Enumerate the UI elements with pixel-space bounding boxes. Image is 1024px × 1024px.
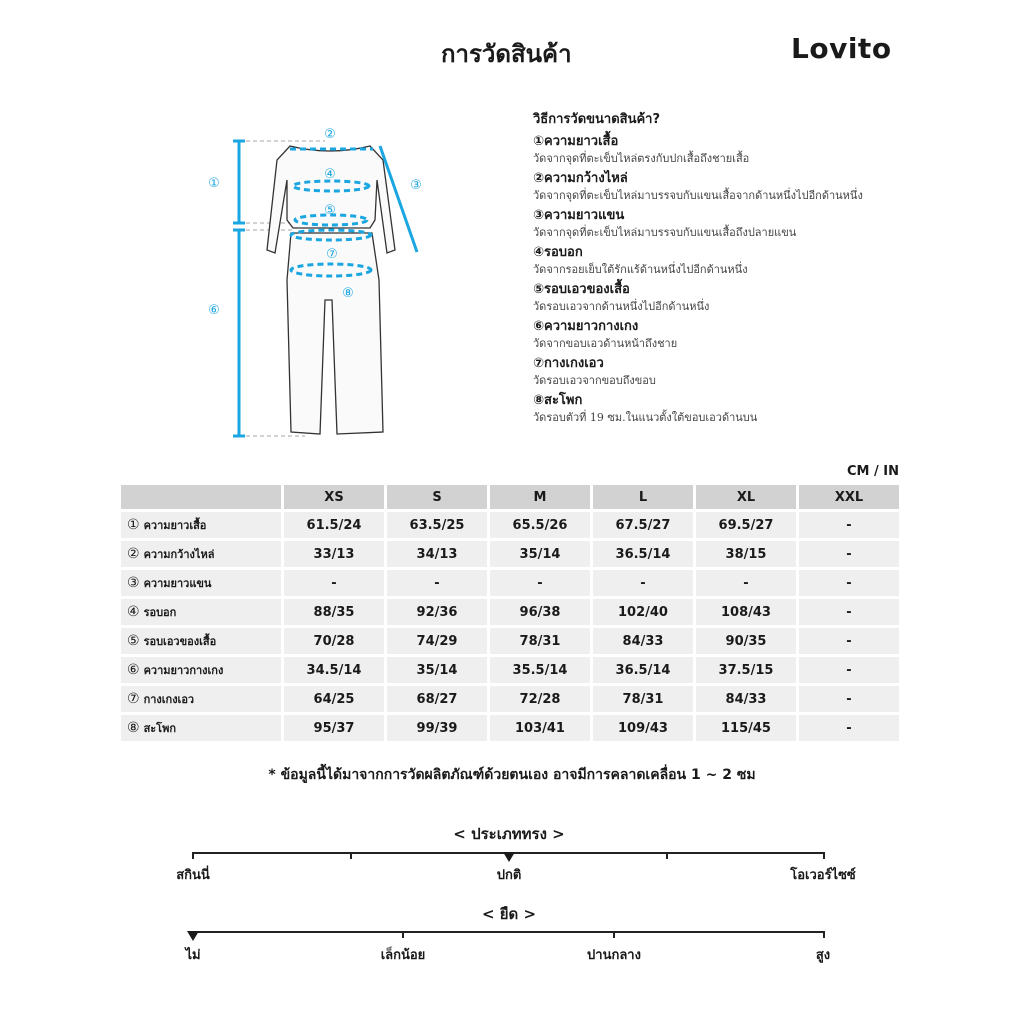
table-cell: 103/41 xyxy=(490,715,590,741)
stretch-tick xyxy=(613,931,615,938)
table-cell: 34/13 xyxy=(387,541,487,567)
table-cell: - xyxy=(387,570,487,596)
measurement-note: * ข้อมูลนี้ได้มาจากการวัดผลิตภัณฑ์ด้วยตนเอง อาจมีการคลาดเคลื่อน 1 ~ 2 ซม xyxy=(268,767,756,783)
header-corner xyxy=(121,485,281,509)
row-number: ② xyxy=(127,546,140,562)
table-cell: 108/43 xyxy=(696,599,796,625)
size-table xyxy=(118,482,902,744)
table-row xyxy=(121,657,899,683)
table-cell: 64/25 xyxy=(284,686,384,712)
table-row xyxy=(121,628,899,654)
table-cell: - xyxy=(799,570,899,596)
brand-logo: Lovito xyxy=(791,32,892,65)
table-cell: - xyxy=(593,570,693,596)
row-number: ⑥ xyxy=(127,662,140,678)
row-label-text: ความยาวเสื้อ xyxy=(143,519,207,532)
garment-illustration xyxy=(195,120,435,450)
size-header-row xyxy=(121,485,899,509)
howto-item-number: ⑤ xyxy=(533,282,545,297)
howto-list xyxy=(533,132,913,426)
table-cell: 102/40 xyxy=(593,599,693,625)
table-row xyxy=(121,686,899,712)
measurement-diagram xyxy=(195,120,435,450)
howto-item xyxy=(533,169,913,204)
size-column-header: XXL xyxy=(799,485,899,509)
table-cell: 36.5/14 xyxy=(593,657,693,683)
row-number: ④ xyxy=(127,604,140,620)
table-cell: 68/27 xyxy=(387,686,487,712)
howto-item-desc: วัดรอบเอวจากขอบถึงขอบ xyxy=(533,374,656,387)
table-cell: 36.5/14 xyxy=(593,541,693,567)
how-to-measure xyxy=(533,108,913,428)
row-label-text: ความยาวกางเกง xyxy=(143,664,224,677)
table-cell: - xyxy=(284,570,384,596)
fit-selected-marker xyxy=(503,852,515,862)
table-cell: 84/33 xyxy=(593,628,693,654)
howto-item-desc: วัดรอบเอวจากด้านหนึ่งไปอีกด้านหนึ่ง xyxy=(533,300,710,313)
table-cell: 109/43 xyxy=(593,715,693,741)
howto-item-name: รอบอก xyxy=(544,245,583,260)
table-row xyxy=(121,715,899,741)
howto-item-desc: วัดจากจุดที่ตะเข็บไหล่ตรงกับปกเสื้อถึงชายเสื้อ xyxy=(533,152,750,165)
table-cell: 99/39 xyxy=(387,715,487,741)
row-label xyxy=(121,657,281,683)
marker-1: ① xyxy=(208,176,220,191)
howto-item-title xyxy=(533,354,913,373)
howto-item-title xyxy=(533,280,913,299)
size-column-header: S xyxy=(387,485,487,509)
row-number: ③ xyxy=(127,575,140,591)
marker-4: ④ xyxy=(324,167,336,182)
howto-item-number: ④ xyxy=(533,245,545,260)
unit-label: CM / IN xyxy=(847,464,899,479)
fit-label-skinny: สกินนี่ xyxy=(176,868,210,883)
fit-title: < ประเภททรง > xyxy=(453,825,565,843)
howto-item-name: กางเกงเอว xyxy=(544,356,604,371)
howto-item-number: ⑧ xyxy=(533,393,545,408)
row-number: ⑦ xyxy=(127,691,140,707)
row-label-text: กางเกงเอว xyxy=(143,693,195,706)
stretch-tick xyxy=(402,931,404,938)
table-cell: 78/31 xyxy=(490,628,590,654)
table-cell: 95/37 xyxy=(284,715,384,741)
row-number: ⑤ xyxy=(127,633,140,649)
table-cell: - xyxy=(696,570,796,596)
howto-item-number: ⑥ xyxy=(533,319,545,334)
howto-item-number: ③ xyxy=(533,208,545,223)
howto-item-title xyxy=(533,317,913,336)
table-cell: 96/38 xyxy=(490,599,590,625)
howto-item-name: ความยาวเสื้อ xyxy=(544,134,619,149)
marker-7: ⑦ xyxy=(326,247,338,262)
page-title: การวัดสินค้า xyxy=(441,40,572,68)
row-number: ① xyxy=(127,517,140,533)
table-row xyxy=(121,512,899,538)
howto-item-desc: วัดรอบตัวที่ 19 ซม.ในแนวตั้งใต้ขอบเอวด้านบน xyxy=(533,411,758,424)
table-cell: 37.5/15 xyxy=(696,657,796,683)
fit-label-regular: ปกติ xyxy=(496,868,522,883)
table-cell: - xyxy=(799,715,899,741)
table-cell: 115/45 xyxy=(696,715,796,741)
table-row xyxy=(121,570,899,596)
size-column-header: M xyxy=(490,485,590,509)
stretch-title: < ยืด > xyxy=(481,905,537,923)
stretch-scale-line xyxy=(193,931,825,933)
fit-tick xyxy=(823,852,825,859)
fit-label-oversize: โอเวอร์ไซซ์ xyxy=(790,868,856,883)
row-label-text: รอบอก xyxy=(143,606,177,619)
howto-item-name: สะโพก xyxy=(544,393,583,408)
howto-item-desc: วัดจากจุดที่ตะเข็บไหล่มาบรรจบกับแขนเสื้อถึงปลายแขน xyxy=(533,226,797,239)
howto-item-name: ความยาวกางเกง xyxy=(544,319,639,334)
table-cell: 38/15 xyxy=(696,541,796,567)
table-cell: - xyxy=(799,628,899,654)
row-number: ⑧ xyxy=(127,720,140,736)
table-cell: - xyxy=(490,570,590,596)
fit-tick xyxy=(350,852,352,859)
table-cell: - xyxy=(799,657,899,683)
row-label xyxy=(121,628,281,654)
marker-3: ③ xyxy=(410,178,422,193)
table-cell: 63.5/25 xyxy=(387,512,487,538)
howto-item-name: ความยาวแขน xyxy=(544,208,625,223)
row-label xyxy=(121,512,281,538)
size-column-header: XS xyxy=(284,485,384,509)
table-cell: 67.5/27 xyxy=(593,512,693,538)
marker-5: ⑤ xyxy=(324,203,336,218)
row-label xyxy=(121,570,281,596)
table-cell: 35.5/14 xyxy=(490,657,590,683)
row-label-text: สะโพก xyxy=(143,722,177,735)
table-cell: - xyxy=(799,599,899,625)
marker-8: ⑧ xyxy=(342,286,354,301)
table-cell: 84/33 xyxy=(696,686,796,712)
table-row xyxy=(121,599,899,625)
table-cell: - xyxy=(799,686,899,712)
howto-item-title xyxy=(533,243,913,262)
table-row xyxy=(121,541,899,567)
table-cell: 34.5/14 xyxy=(284,657,384,683)
marker-2: ② xyxy=(324,127,336,142)
table-cell: 33/13 xyxy=(284,541,384,567)
howto-item-title xyxy=(533,132,913,151)
row-label xyxy=(121,686,281,712)
howto-item xyxy=(533,243,913,278)
row-label-text: รอบเอวของเสื้อ xyxy=(143,635,217,648)
table-cell: 92/36 xyxy=(387,599,487,625)
table-cell: 35/14 xyxy=(387,657,487,683)
table-cell: - xyxy=(799,512,899,538)
stretch-tick xyxy=(823,931,825,938)
table-cell: 70/28 xyxy=(284,628,384,654)
howto-item-number: ⑦ xyxy=(533,356,545,371)
size-column-header: XL xyxy=(696,485,796,509)
stretch-selected-marker xyxy=(187,931,199,941)
table-cell: 65.5/26 xyxy=(490,512,590,538)
fit-tick xyxy=(192,852,194,859)
howto-item-desc: วัดจากรอยเย็บใต้รักแร้ด้านหนึ่งไปอีกด้านหนึ่ง xyxy=(533,263,748,276)
howto-item-title xyxy=(533,169,913,188)
howto-item xyxy=(533,206,913,241)
row-label-text: ความกว้างไหล่ xyxy=(143,548,215,561)
howto-item-name: รอบเอวของเสื้อ xyxy=(544,282,630,297)
row-label xyxy=(121,541,281,567)
stretch-label-slight: เล็กน้อย xyxy=(380,948,426,963)
howto-item xyxy=(533,354,913,389)
howto-item xyxy=(533,132,913,167)
table-cell: 35/14 xyxy=(490,541,590,567)
howto-title: วิธีการวัดขนาดสินค้า? xyxy=(533,112,661,127)
howto-item-desc: วัดจากจุดที่ตะเข็บไหล่มาบรรจบกับแขนเสื้อจากด้านหนึ่งไปอีกด้านหนึ่ง xyxy=(533,189,863,202)
table-cell: 78/31 xyxy=(593,686,693,712)
size-column-header: L xyxy=(593,485,693,509)
table-cell: 72/28 xyxy=(490,686,590,712)
table-cell: 88/35 xyxy=(284,599,384,625)
marker-6: ⑥ xyxy=(208,303,220,318)
stretch-label-none: ไม่ xyxy=(185,948,201,963)
row-label xyxy=(121,715,281,741)
howto-item-name: ความกว้างไหล่ xyxy=(544,171,628,186)
howto-item xyxy=(533,317,913,352)
table-cell: 74/29 xyxy=(387,628,487,654)
howto-item-desc: วัดจากขอบเอวด้านหน้าถึงชาย xyxy=(533,337,678,350)
howto-item-title xyxy=(533,206,913,225)
stretch-label-medium: ปานกลาง xyxy=(587,948,641,963)
stretch-label-high: สูง xyxy=(815,948,831,963)
table-cell: 69.5/27 xyxy=(696,512,796,538)
howto-item-number: ② xyxy=(533,171,545,186)
table-cell: - xyxy=(799,541,899,567)
howto-item-number: ① xyxy=(533,134,545,149)
howto-item xyxy=(533,280,913,315)
table-cell: 90/35 xyxy=(696,628,796,654)
fit-tick xyxy=(666,852,668,859)
size-table-body xyxy=(121,512,899,741)
table-cell: 61.5/24 xyxy=(284,512,384,538)
howto-item xyxy=(533,391,913,426)
row-label-text: ความยาวแขน xyxy=(143,577,212,590)
row-label xyxy=(121,599,281,625)
howto-item-title xyxy=(533,391,913,410)
